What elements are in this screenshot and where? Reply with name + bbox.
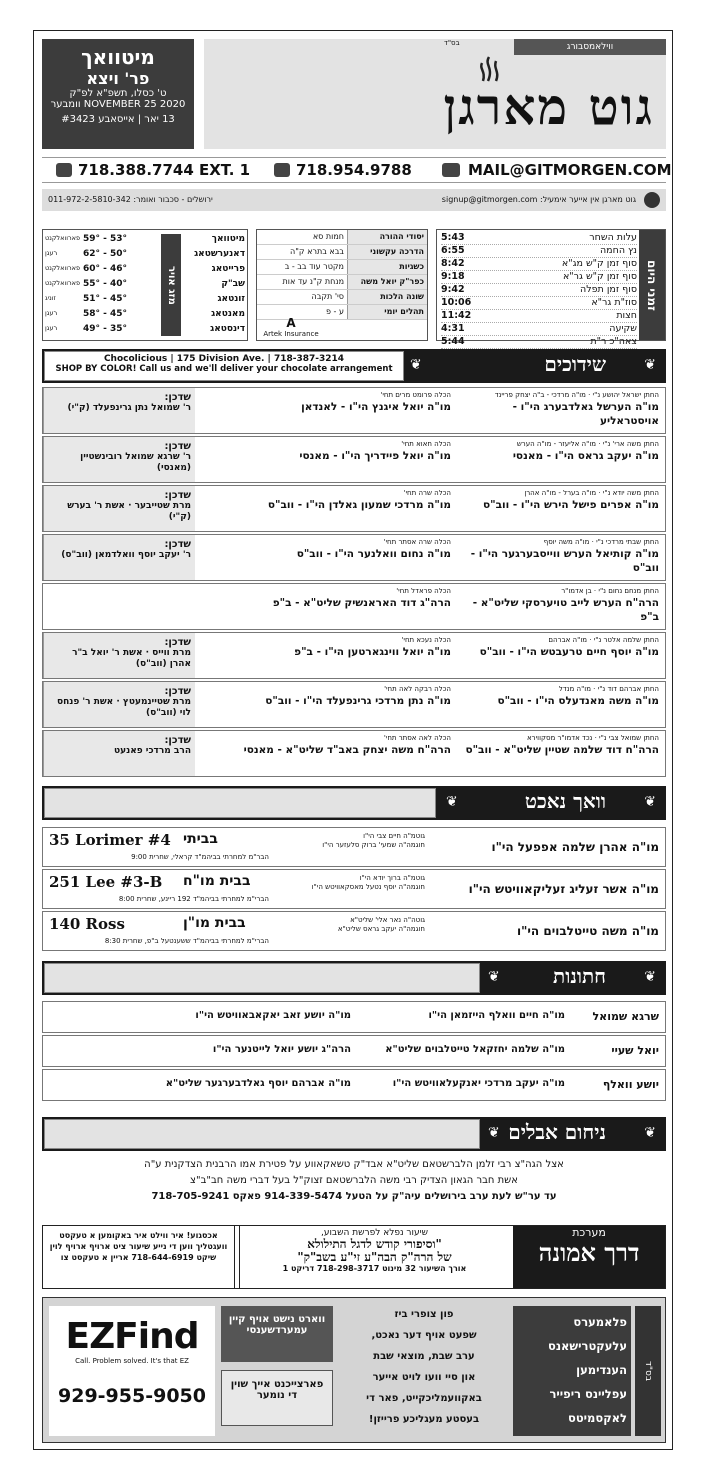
text-signup-box[interactable]: אכסגוע! איר ווילט איר באקומען א טעקסט וועגטליך ווען די נייע שיעור ציט ארויף ארויף לוין שיקט 718-644-6919 אריין א טעקסט צו: [43, 1226, 235, 1288]
kvater-block: [255, 916, 425, 934]
hours-line: און סיי וועו לויט אייער: [372, 1372, 476, 1383]
chosson-parent: מו"ה יעקב מרדכי יאנקעלאוויטש הי"ו: [392, 1078, 565, 1089]
newsletter-page: [33, 30, 673, 1450]
shadchan-name: מרת ווייס · אשת ר' יואל ב"ר אהרן (ווב"ס): [72, 648, 191, 669]
nichum-line-2: אשת חבר הגאון הצדיק רבי משה הלברשטאם זצוק"ל בעל דברי משה חב"ב"צ: [190, 1175, 518, 1186]
ad-line-2: SHOP BY COLOR! Call us and we'll deliver your chocolate arrangement: [55, 364, 393, 374]
venue-label: בביתי: [183, 831, 218, 847]
zman-row: [441, 297, 637, 310]
zman-row: [441, 284, 637, 297]
weather-row: [43, 294, 249, 308]
chosson-subline: החתן אברהם דוד נ"י · מו"ה מנדל: [558, 685, 659, 693]
zman-row: [441, 258, 637, 271]
zman-time: 4:31: [441, 323, 465, 334]
ezfind-slogan: Call. Problem solved. It's that EZ: [75, 1357, 189, 1365]
shadchan-block: [43, 682, 195, 727]
kvater-block: [255, 874, 425, 892]
contact-bar: [42, 157, 672, 183]
weather-day: פרייטאג: [211, 264, 245, 274]
kvater-2: חוגמה"ה יוסף נטעל מאסקאוויטש הי"ו: [311, 883, 425, 891]
ezfind-phone[interactable]: 929-955-9050: [58, 1385, 206, 1407]
weather-temp: 49° - 35°: [83, 324, 128, 334]
ezfind-ad[interactable]: [42, 1297, 666, 1443]
learning-name: הדרכה עקשוני: [347, 245, 427, 259]
shidduch-row: [42, 730, 666, 777]
chasuna-row: [42, 1069, 666, 1101]
zman-row: [441, 323, 637, 336]
kallah-subline: הכלה חאוא תחי': [401, 440, 451, 448]
weather-temp: 62° - 50°: [83, 249, 128, 259]
kallah-parent: מו"ה אברהם יוסף גאלדבערגער שליט"א: [165, 1078, 351, 1089]
weather-day: שב"ק: [221, 279, 245, 289]
mail-icon: [442, 163, 460, 177]
vertical-tag: בס"ד: [635, 1306, 661, 1436]
service-item: עפליינס ריפייר: [549, 1387, 627, 1401]
zmanim-label: זמני היום: [639, 230, 665, 340]
chosson-block: [459, 636, 659, 659]
israel-phone: ירושלים - סכבור ואומר: 011-972-2-5810-342: [48, 195, 213, 204]
weather-cond: פארוואלקנט: [45, 234, 81, 242]
hours-line: באקוועמליכקייט, פאר די: [366, 1393, 482, 1404]
father-name: מו"ה אשר זעליג זעליקאוויטש הי"ו: [468, 882, 659, 896]
wachnacht-list: [42, 827, 666, 953]
shidduch-row: [42, 632, 666, 679]
kvater-2: חוגמה"ה שמעי' ברוק סלעזער הי"ו: [322, 841, 425, 849]
issue-number: 13 יאר | אייסאבע #3423: [61, 114, 175, 125]
weather-cond: פארוואלקנט: [45, 264, 81, 272]
weather-day: דאנערשטאג: [194, 249, 245, 259]
zmanim-list: [441, 232, 637, 349]
nichum-line-3: עד ער"ש לעת ערב בירושלים עיה"ק על הטעל 914-339-5474 פאקס 718-705-9241: [151, 1191, 557, 1202]
weather-day: זונטאג: [217, 294, 245, 304]
kallah-block: [241, 440, 451, 463]
weather-cond: רעגן: [45, 249, 58, 257]
shadchan-label: שדכן:: [164, 441, 191, 452]
chosson-subline: החתן שמואל צבי נ"י · נכד אדמו"ר מסקווירא: [526, 734, 659, 742]
weather-row: [43, 234, 249, 248]
chosson-name: מו"ה אפרים פישל הירש הי"ו - ווב"ס: [483, 499, 659, 511]
shadchan-block: [43, 731, 195, 776]
service-item: פלאמערס: [573, 1315, 627, 1329]
father-name: מו"ה אהרן שלמה אפפעל הי"ו: [491, 840, 659, 854]
info-bar: [42, 189, 666, 211]
learning-row: [257, 260, 427, 275]
weather-temp: 51° - 45°: [83, 294, 128, 304]
shadchan-label: שדכן:: [164, 637, 191, 648]
ornament-icon: ❦: [644, 1125, 656, 1141]
venue-label: בבית מו"ח: [183, 873, 251, 889]
kvater-1: גוטה"ה נאר אלי' שליט"א: [350, 916, 425, 924]
shadchan-label: שדכן:: [164, 735, 191, 746]
weather-day: דינסטאג: [210, 324, 245, 334]
weather-cond: רעגן: [45, 324, 58, 332]
kallah-block: [241, 636, 451, 659]
zman-time: 11:42: [441, 310, 472, 321]
zman-row: [441, 336, 637, 349]
kallah-block: [241, 685, 451, 708]
weather-temp: 60° - 46°: [83, 264, 128, 274]
phone-2[interactable]: 718.954.9788: [296, 161, 412, 179]
hours-line: בעסטע מעגליכע פרייזן!: [368, 1414, 480, 1425]
kallah-name: מו"ה נחום וואלנער הי"ו - ווב"ס: [296, 548, 451, 560]
sponsor-name: Artek Insurance: [263, 330, 319, 338]
ad-line-1: Chocolicious | 175 Division Ave. | 718-387-3214: [103, 354, 345, 364]
chosson-parent: מו"ה שלמה יחזקאל טייטלבוים שליט"א: [385, 1044, 565, 1055]
zman-name: סוף זמן ק"ש מג"א: [561, 258, 637, 269]
father-name: מו"ה משה טייטלבוים הי"ו: [517, 924, 659, 938]
weather-row: [43, 279, 249, 293]
kallah-name: הרה"ג דוד האראנשיק שליט"א - ב"פ: [272, 597, 451, 609]
zman-time: 5:44: [441, 336, 465, 347]
chosson-subline: החתן ישראל יהושע נ"י · מו"ה מרדכי - ב"ה יצחק פריינד: [494, 391, 659, 399]
kallah-subline: הכלה שרה אסתר תחי': [383, 538, 451, 546]
chosson-subline: החתן שלמה אלטר נ"י · מו"ה אברהם: [548, 636, 659, 644]
kvater-1: גוטמ"ה ברוך יודא הי"ו: [359, 874, 425, 882]
chosson-name: הרה"ח הערש לייב טויערסקי שליט"א - ב"פ: [472, 597, 659, 623]
chasuna-row: [42, 1035, 666, 1067]
shidduch-row: [42, 387, 666, 434]
venue-note: הברי"מ למחרתי בביהמ"ד 192 ריינע, שחרית 8:00: [118, 895, 269, 903]
kallah-subline: הכלה פרומט מרים תחי': [380, 391, 451, 399]
learning-page: חמות סא: [312, 232, 344, 241]
kallah-block: [241, 391, 451, 414]
zman-time: 10:06: [441, 297, 472, 308]
shadchan-name: ר' שרגא שמואל רובינשטיין (מאנסי): [80, 452, 191, 473]
english-date: וומבער NOVEMBER 25 2020: [50, 99, 186, 110]
chosson-name: שרגא שמואל: [592, 1010, 659, 1023]
weather-cond: פארוואלקנט: [45, 279, 81, 287]
weather-cond: זוניג: [45, 294, 56, 302]
signup-text[interactable]: גוט מארגן אין אייער אימעיל: signup@gitmorgen.com: [441, 195, 636, 204]
kallah-block: [241, 489, 451, 512]
shadchan-block: [43, 633, 195, 678]
org-name: דרך אמונה: [538, 1238, 640, 1267]
nichum-title: ניחום אבלים: [508, 1120, 606, 1144]
weather-row: [43, 249, 249, 263]
wachnacht-row: [42, 869, 666, 909]
chosson-block: [459, 391, 659, 428]
chosson-block: [459, 538, 659, 575]
weather-cond: רעגן: [45, 309, 58, 317]
weather-row: [43, 264, 249, 278]
chosson-subline: החתן שבתי מרדכי נ"י · מו"ה משה יוסף: [543, 538, 659, 546]
wachnacht-title: וואך נאכט: [524, 789, 606, 813]
chosson-block: [459, 489, 659, 512]
chosson-name: יואל שעיי: [611, 1044, 659, 1057]
learning-page: מנחת ק"נ עד אות: [282, 277, 344, 286]
kallah-name: מו"ה יואל ווינגארטען הי"ו - ב"פ: [294, 646, 451, 658]
zman-name: נץ החמה: [599, 245, 637, 256]
zman-name: צאה"כ ר"ת: [590, 336, 637, 347]
day-label: מיטוואך: [81, 45, 155, 69]
envelope-icon: [644, 192, 660, 208]
venue-note: הבר"מ למחרתי בביהמ"ד קראלי, שחרית 9:00: [131, 853, 269, 861]
chosson-subline: החתן משה ארי' נ"י · מו"ה אליעזר - מו"ה הערש: [516, 440, 659, 448]
learning-name: שונה הלכות: [347, 290, 427, 304]
shidduch-row: [42, 583, 666, 630]
hours-line: פון צופרי ביז: [394, 1309, 454, 1320]
kallah-subline: הכלה פראדל תחי': [396, 587, 451, 595]
kallah-name: מו"ה מרדכי שמעון גאלדן הי"ו - ווב"ס: [267, 499, 451, 511]
kvater-block: [255, 832, 425, 850]
chasunas-list: [42, 1001, 666, 1103]
zman-time: 9:18: [441, 271, 465, 282]
kallah-block: [241, 587, 451, 610]
chosson-block: [459, 440, 659, 463]
shiur-ad: [42, 1225, 666, 1289]
hours-line: ערב שבת, מוצאי שבת: [373, 1351, 475, 1362]
zman-row: [441, 232, 637, 245]
zman-time: 9:42: [441, 284, 465, 295]
flame-icon: [474, 55, 504, 83]
shadchan-label: שדכן:: [164, 392, 191, 403]
zman-row: [441, 310, 637, 323]
hebrew-date: ט' כסלו, תשפ"א לפ"ק: [69, 88, 167, 99]
shadchan-name: מרת שטיינמעטץ · אשת ר' פנחס לוי (ווב"ס): [56, 697, 191, 718]
shadchan-block: [43, 437, 195, 482]
learning-row: [257, 245, 427, 260]
chosson-block: [459, 587, 659, 624]
zman-name: סוף זמן ק"ש גר"א: [562, 271, 637, 282]
ornament-icon-left: ❦: [488, 969, 500, 985]
learning-page: מקטר עוד בב - ב: [284, 262, 344, 271]
kallah-subline: הכלה רבקה לאה תחי': [384, 685, 451, 693]
shadchan-label: שדכן:: [164, 539, 191, 550]
kallah-name: מו"ה יואל איגנץ הי"ו - לאנדאן: [301, 401, 451, 413]
fax-icon: [56, 163, 72, 177]
logo: גוט מארגן: [443, 77, 654, 136]
ornament-icon-left: ❦: [446, 794, 458, 810]
org-label: מערכת: [572, 1226, 606, 1239]
shidduch-row: [42, 485, 666, 532]
weather-box: [42, 229, 248, 341]
learning-list: [257, 230, 427, 320]
kvater-1: גוטמ"ה חיים צבי הי"ו: [363, 832, 425, 840]
parsha: פר' ויצא: [86, 69, 150, 88]
nichum-body: [42, 1157, 666, 1217]
weather-label: מזג אויר: [161, 234, 181, 336]
shidduchim-header: [42, 349, 666, 383]
kallah-subline: הכלה נעכא תחי': [401, 636, 451, 644]
chosson-block: [459, 734, 659, 757]
learning-name: תהלים יומי: [347, 305, 427, 319]
zman-name: שקיעה: [609, 323, 637, 334]
shiur-title: "וסיפורי קודש לדגל התילולא: [307, 1237, 442, 1251]
shadchan-block: [43, 486, 195, 531]
chosson-name: מו"ה יעקב גראס הי"ו - מאנסי: [512, 450, 659, 462]
zman-name: חצות: [616, 310, 637, 321]
shiur-details: [239, 1226, 509, 1288]
learning-page: בבא בתרא ק"ה: [289, 247, 344, 256]
kallah-parent: הרה"ג יושע יואל לייטנער הי"ו: [212, 1044, 351, 1055]
derech-emunah-box: [513, 1226, 665, 1288]
shadchan-name: ר' יעקב יוסף וואלדמאן (ווב"ס): [61, 550, 191, 560]
kallah-subline: הכלה שרה תחי': [403, 489, 451, 497]
chosson-parent: מו"ה חיים וואלף הייזמאן הי"ו: [428, 1010, 565, 1021]
weather-temp: 55° - 40°: [83, 279, 128, 289]
ornament-icon: ❦: [644, 357, 656, 373]
chosson-block: [459, 685, 659, 708]
kallah-name: הרה"ח משה יצחק באב"ד שליט"א - מאנסי: [243, 744, 451, 756]
chasunas-header: [42, 961, 666, 995]
service-item: לאקסמיטס: [568, 1411, 627, 1425]
chasunas-field: [44, 963, 480, 993]
kallah-block: [241, 538, 451, 561]
learning-row: [257, 230, 427, 245]
zman-row: [441, 271, 637, 284]
venue-address[interactable]: 251 Lee #3-B: [49, 873, 163, 891]
shidduchim-title: שידוכים: [544, 352, 606, 376]
shiur-title-2: של הרה"ק הבה"ע זי"ע בשב"ק": [297, 1250, 452, 1264]
bsd-tag: בס"ד: [444, 39, 460, 47]
chasuna-row: [42, 1001, 666, 1033]
venue-label: בבית מו"ן: [183, 915, 246, 931]
nichum-line-1: אצל הגה"צ רבי זלמן הלברשטאם שליט"א אבד"ק טשאקאווע על פטירת אמו הרבנית הצדקנית ע"ה: [144, 1159, 564, 1170]
wachnacht-field: [44, 788, 436, 818]
chosson-name: יושע וואלף: [602, 1078, 659, 1091]
wachnacht-header: [42, 786, 666, 820]
nichum-header: [42, 1117, 666, 1151]
brand-tag: ווילאמסבורג: [514, 39, 666, 55]
hours-line: שפעט אויף דער נאכט,: [371, 1330, 477, 1341]
zmanim-box: [436, 229, 666, 347]
learning-name: כשגיות: [347, 260, 427, 274]
email[interactable]: MAIL@GITMORGEN.COM: [468, 161, 672, 179]
ornament-icon: ❦: [644, 969, 656, 985]
zman-time: 8:42: [441, 258, 465, 269]
ornament-icon: ❦: [644, 794, 656, 810]
shadchan-name: מרת שטייבער · אשת ר' בערש (ק"י): [67, 501, 191, 522]
save-number-box: פארצייכנט אייך שוין די נומער: [221, 1370, 333, 1426]
shadchan-label: שדכן:: [164, 686, 191, 697]
zman-row: [441, 245, 637, 258]
chosson-subline: החתן משה יודא נ"י · מו"ה בערל - מו"ה אהרן: [524, 489, 659, 497]
venue-address[interactable]: 140 Ross: [49, 915, 125, 933]
chosson-name: מו"ה הערשל גאלדבערג הי"ו - אויסטראליע: [512, 401, 659, 427]
weather-temp: 58° - 45°: [83, 309, 128, 319]
chocolicious-ad[interactable]: [44, 351, 404, 381]
zman-name: סוף זמן תפלה: [580, 284, 637, 295]
weather-row: [43, 324, 249, 338]
kallah-block: [241, 734, 451, 757]
shidduch-row: [42, 534, 666, 581]
ezfind-logo: EZFind: [65, 1316, 199, 1357]
zman-name: עלות השחר: [589, 232, 637, 243]
wachnacht-row: [42, 827, 666, 867]
services-list: [513, 1306, 631, 1436]
shadchan-label: שדכן:: [164, 490, 191, 501]
wachnacht-row: [42, 911, 666, 951]
venue-address[interactable]: 35 Lorimer #4: [49, 831, 171, 849]
weather-temp: 59° - 53°: [83, 234, 128, 244]
learning-name: יסודי ההורה: [347, 230, 427, 244]
emergency-box: ווארט נישט אויף קיין עמערדשענסי: [221, 1306, 333, 1362]
shadchan-name: הרב מרדכי פאנעט: [114, 746, 191, 756]
kallah-name: מו"ה יואל פיידריך הי"ו - מאנסי: [299, 450, 451, 462]
logo-area: [204, 39, 666, 149]
daily-learning-box: [256, 229, 428, 341]
shidduchim-list: [42, 387, 666, 779]
weather-day: מאנטאג: [211, 309, 245, 319]
shadchan-name: ר' שמואל נתן גרינפעלד (ק"י): [67, 403, 191, 413]
chosson-name: מו"ה משה מאנדעלס הי"ו - ווב"ס: [497, 695, 659, 707]
learning-row: [257, 290, 427, 305]
kvater-2: חוגמה"ה יעקב גראס שליט"א: [337, 925, 425, 933]
learning-page: סי' תקבה: [311, 292, 344, 301]
zman-name: סוז"ת גר"א: [591, 297, 637, 308]
zman-time: 5:43: [441, 232, 465, 243]
weather-row: [43, 309, 249, 323]
service-item: עלעקטרישאנס: [548, 1339, 627, 1353]
kallah-parent: מו"ה יושע זאב יאקאבאוויטש הי"ו: [195, 1010, 351, 1021]
shiur-phone[interactable]: אורך השיעור 32 מינוט 718-298-3717 דריקט 1: [282, 1264, 467, 1273]
learning-page: ע - פ: [326, 307, 344, 316]
nichum-field: [44, 1119, 480, 1149]
shidduch-row: [42, 681, 666, 728]
learning-row: [257, 275, 427, 290]
shadchan-block: [43, 388, 195, 433]
service-hours: [339, 1304, 509, 1430]
service-item: הענדימען: [576, 1363, 627, 1377]
shiur-intro: שיעור נפלא לפרשת השבוע,: [320, 1228, 428, 1238]
phone-1[interactable]: 718.388.7744 EXT. 1: [78, 161, 251, 179]
ornament-icon-left: ❦: [410, 357, 422, 373]
weather-day: מיטוואך: [211, 234, 245, 244]
chosson-name: מו"ה קותיאל הערש ווייסבערגער הי"ו - ווב"ס: [470, 548, 659, 574]
kallah-subline: הכלה לאה אסתר תחי': [383, 734, 451, 742]
shadchan-block: [43, 535, 195, 580]
venue-note: הברי"מ למחרתי בביהמ"ד ששענטעל ב"פ, שחרית 8:30: [104, 937, 269, 945]
shidduch-row: [42, 436, 666, 483]
chosson-name: הרה"ח דוד שלמה שטיין שליט"א - ווב"ס: [465, 744, 659, 756]
phone-icon: [274, 163, 290, 177]
sponsor-logo: A Artek Insurance: [261, 316, 321, 338]
learning-name: כפר"ק יואל משה: [347, 275, 427, 289]
zman-time: 6:55: [441, 245, 465, 256]
chosson-name: מו"ה יוסף חיים טרעבטש הי"ו - ווב"ס: [479, 646, 659, 658]
date-panel: [42, 39, 194, 149]
chosson-subline: החתן מנחם נחום נ"י · בן אדמו"ר: [561, 587, 659, 595]
ornament-icon-left: ❦: [488, 1125, 500, 1141]
ezfind-logo-box: [49, 1306, 215, 1436]
chasunas-title: חתונות: [553, 964, 606, 988]
kallah-name: מו"ה נתן מרדכי גרינפעלד הי"ו - ווב"ס: [265, 695, 451, 707]
